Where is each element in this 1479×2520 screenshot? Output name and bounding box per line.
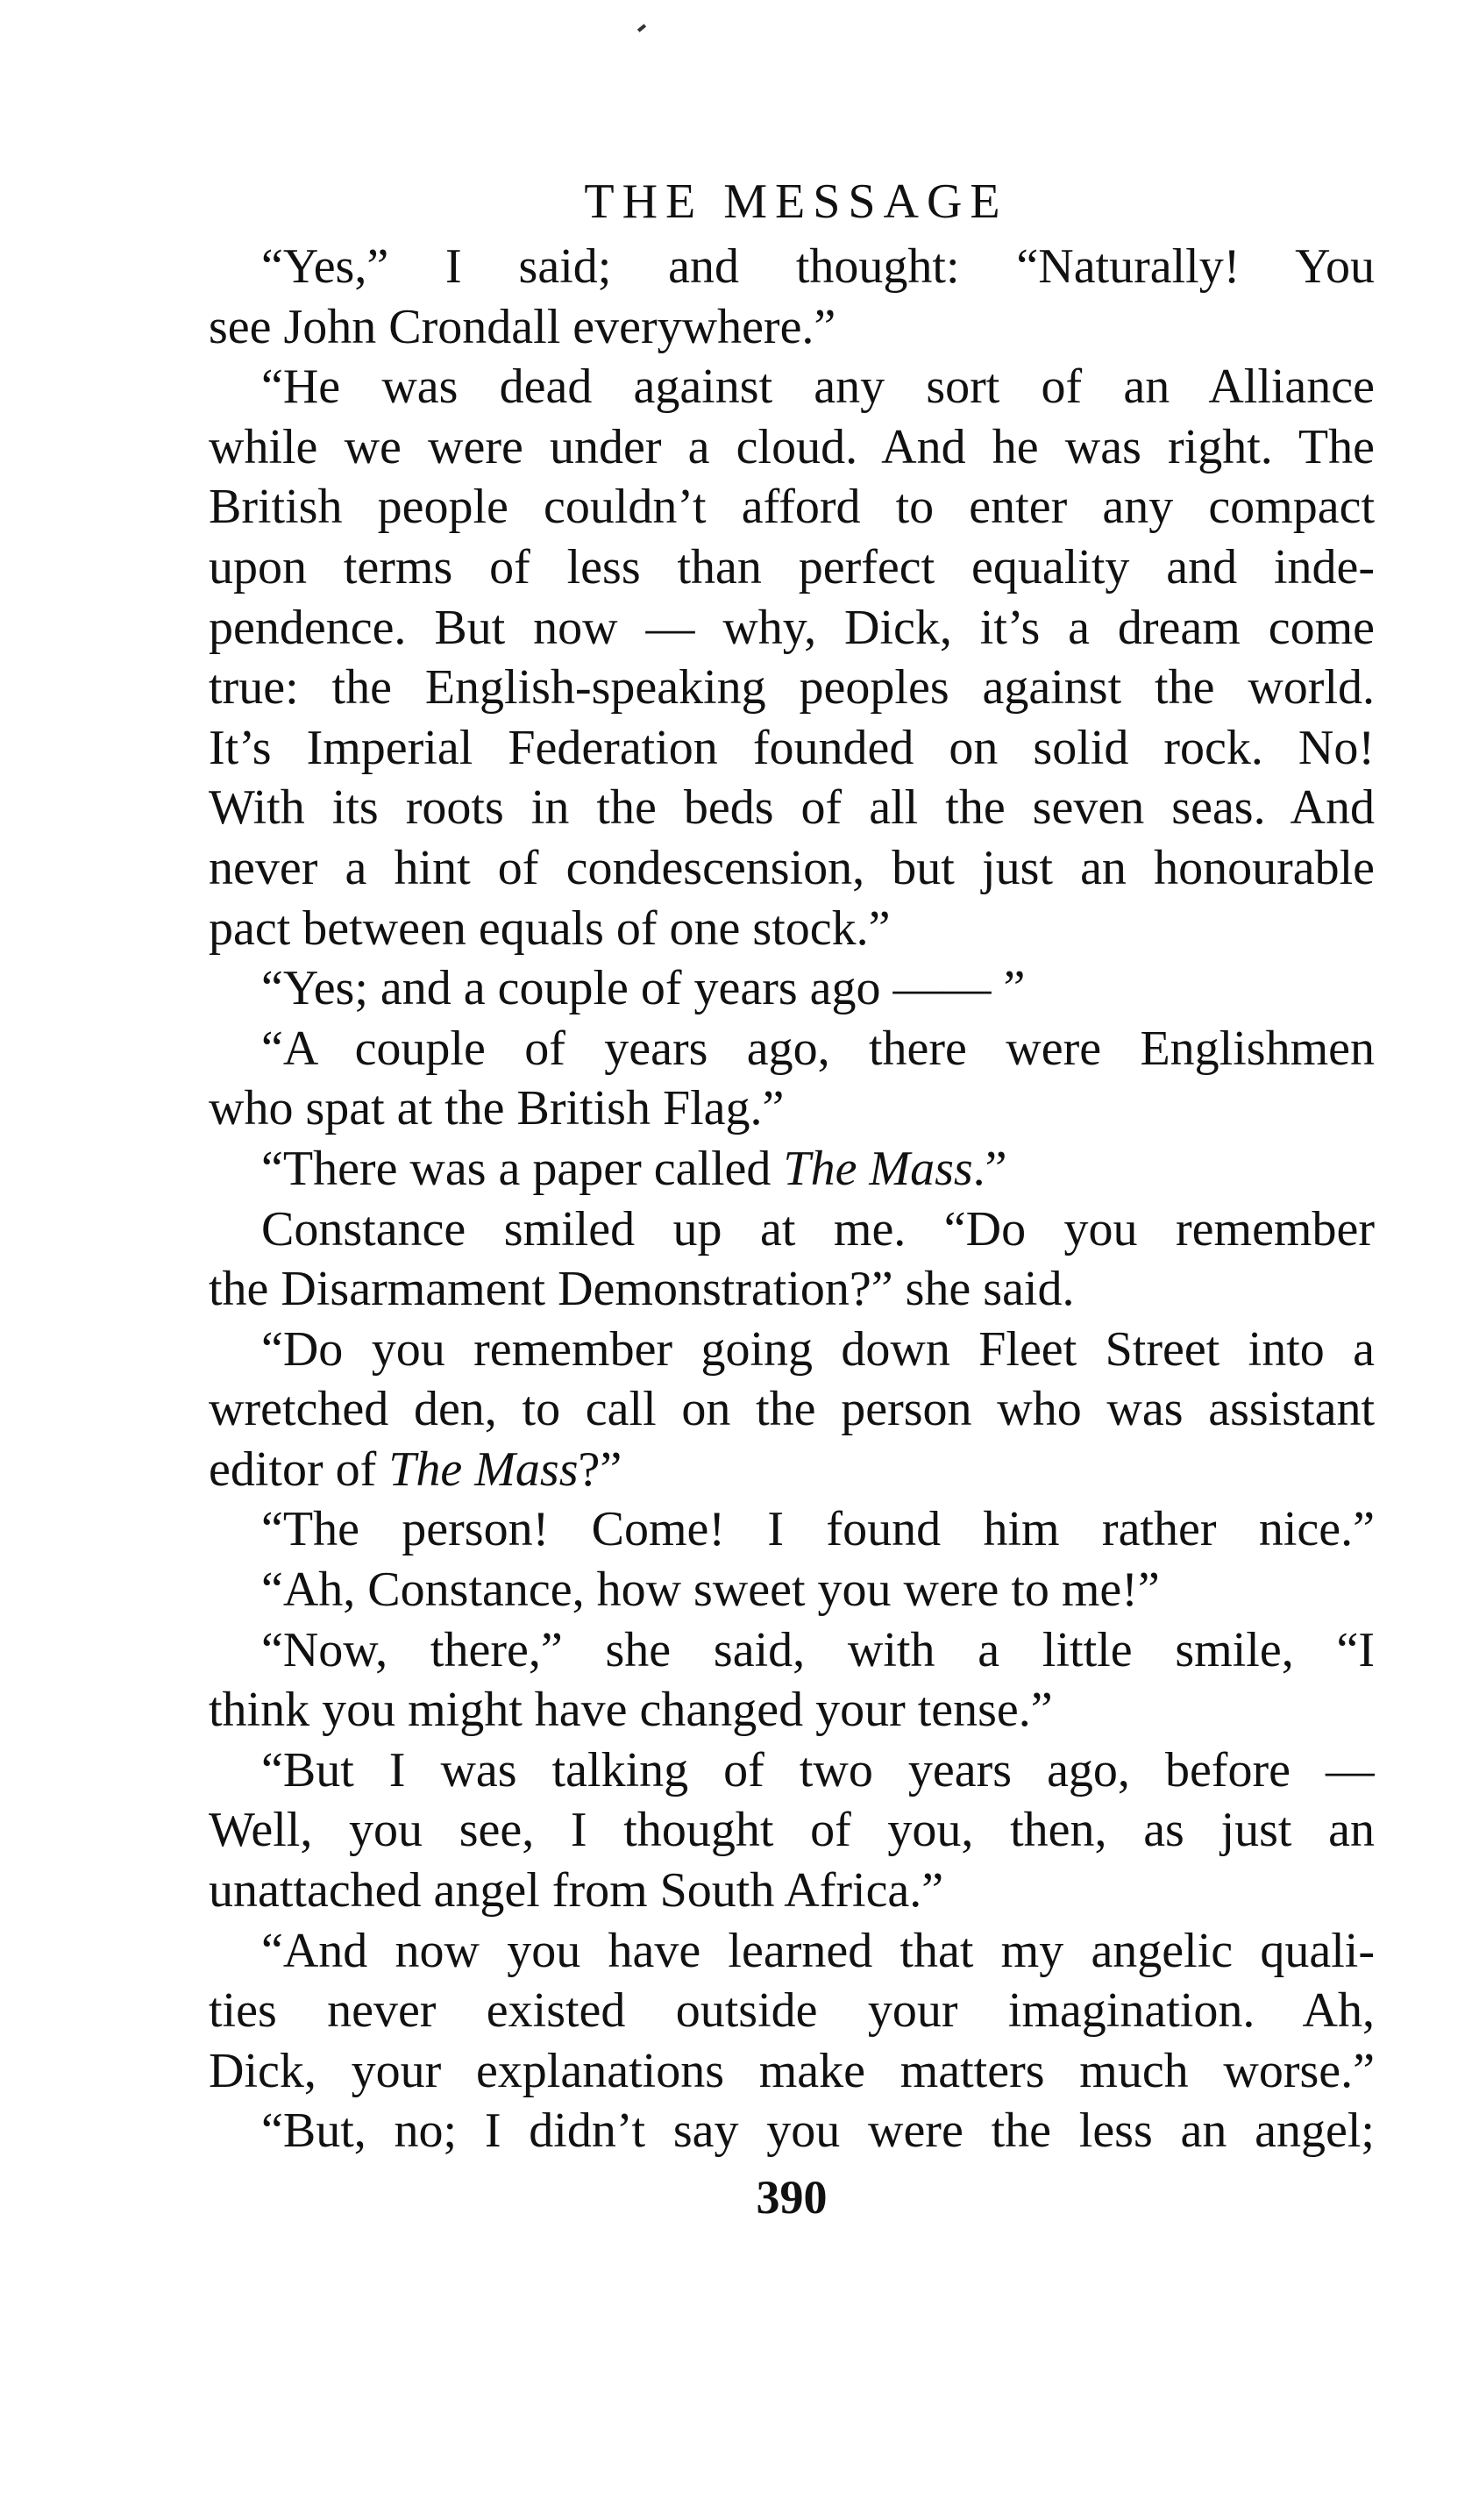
text-line: Well, you see, I thought of you, then, as just an (209, 1803, 1375, 1858)
text-line: think you might have changed your tense.” (209, 1683, 1053, 1738)
page-number: 390 (756, 2171, 828, 2224)
text-line: wretched den, to call on the person who was assistant (209, 1382, 1375, 1437)
text-line: never a hint of condescension, but just an honourable (209, 840, 1375, 895)
stray-mark (637, 24, 646, 32)
text-line: “But I was talking of two years ago, before — (261, 1742, 1375, 1797)
text-line: pendence. But now — why, Dick, it’s a dream come (209, 600, 1375, 655)
text-line: British people couldn’t afford to enter any compact (209, 480, 1375, 535)
page-content (209, 167, 1375, 2228)
text-line: “A couple of years ago, there were Englishmen (261, 1021, 1375, 1076)
text-line: ties never existed outside your imagination. Ah, (209, 1983, 1375, 2039)
text-line: unattached angel from South Africa.” (209, 1863, 944, 1918)
text-line: “But, no; I didn’t say you were the less an angel; (261, 2104, 1375, 2159)
text-line: “He was dead against any sort of an Alliance (261, 359, 1375, 415)
text-line: who spat at the British Flag.” (209, 1081, 785, 1136)
text-line: Constance smiled up at me. “Do you remember (261, 1201, 1375, 1256)
running-head: THE MESSAGE (584, 174, 1008, 229)
text-line: “Ah, Constance, how sweet you were to me!” (261, 1563, 1160, 1618)
text-line: “And now you have learned that my angelic quali- (261, 1923, 1375, 1978)
text-line: true: the English-speaking peoples against the world. (209, 660, 1375, 715)
text-line: It’s Imperial Federation founded on solid rock. No! (209, 720, 1375, 775)
text-line: “Yes; and a couple of years ago —— ” (261, 961, 1026, 1016)
text-line: “Yes,” I said; and thought: “Naturally! You (261, 239, 1375, 294)
text-line: “The person! Come! I found him rather nice.” (261, 1502, 1375, 1557)
text-line: while we were under a cloud. And he was right. The (209, 419, 1375, 474)
text-line: upon terms of less than perfect equality and inde- (209, 539, 1375, 594)
text-line: editor of The Mass?” (209, 1442, 622, 1497)
text-line: “There was a paper called The Mass.” (261, 1141, 1007, 1196)
text-line: the Disarmament Demonstration?” she said. (209, 1262, 1075, 1317)
body-text (209, 237, 1375, 2161)
text-line: “Now, there,” she said, with a little smile, “I (261, 1622, 1375, 1677)
text-line: “Do you remember going down Fleet Street into a (261, 1321, 1375, 1377)
text-line: see John Crondall everywhere.” (209, 299, 836, 354)
text-line: Dick, your explanations make matters much worse.” (209, 2043, 1375, 2098)
text-line: pact between equals of one stock.” (209, 901, 891, 956)
text-line: With its roots in the beds of all the seven seas. And (209, 780, 1375, 836)
